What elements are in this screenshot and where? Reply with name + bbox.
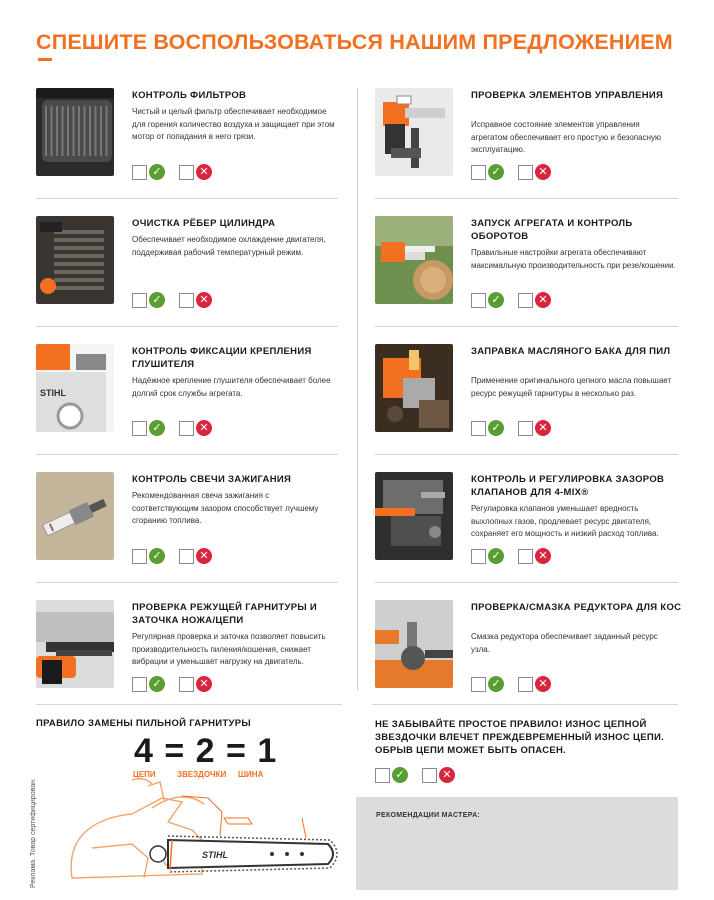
item-check-row	[132, 164, 212, 180]
item-title: ПРОВЕРКА РЕЖУЩЕЙ ГАРНИТУРЫ И ЗАТОЧКА НОЖА/ЦЕПИ	[132, 602, 318, 626]
title-underline	[38, 58, 52, 61]
item-divider	[375, 326, 678, 327]
rule-title: ПРАВИЛО ЗАМЕНЫ ПИЛЬНОЙ ГАРНИТУРЫ	[36, 718, 251, 729]
cross-icon: ✕	[196, 548, 212, 564]
item-check-row	[471, 420, 551, 436]
cross-icon: ✕	[196, 420, 212, 436]
master-recommendations-box[interactable]	[356, 797, 678, 890]
item-check-row	[132, 420, 212, 436]
item-check-row	[132, 292, 212, 308]
note-check-row	[375, 767, 455, 783]
not-done-checkbox[interactable]	[518, 421, 533, 436]
item-divider	[36, 454, 338, 455]
item-title: КОНТРОЛЬ ФИКСАЦИИ КРЕПЛЕНИЯ ГЛУШИТЕЛЯ	[132, 346, 312, 370]
item-description: Обеспечивает необходимое охлаждение двигателя, поддерживая рабочий температурный режим.	[132, 235, 326, 257]
chainsaw-log-image	[375, 216, 453, 304]
item-description: Регулярная проверка и заточка позволяет повысить производительность пиления/кошения, снижает вибрации и уменьшает нагрузку на двигатель.	[132, 632, 326, 666]
item-description: Чистый и целый фильтр обеспечивает необходимое для горения количество воздуха и защищает при этом мотор от попадания в него грязи.	[132, 107, 335, 141]
item-description: Регулировка клапанов уменьшает вредность выхлопных газов, продлевает ресурс двигателя, сохраняет его мощность и низкий расход топлива.	[471, 504, 659, 538]
oil-tank-image	[375, 344, 453, 432]
item-title: КОНТРОЛЬ СВЕЧИ ЗАЖИГАНИЯ	[132, 474, 292, 485]
item-check-row	[132, 676, 212, 692]
ad-disclaimer: Реклама. Товар сертифицирован.	[30, 778, 37, 888]
safety-note: НЕ ЗАБЫВАЙТЕ ПРОСТОЕ ПРАВИЛО! ИЗНОС ЦЕПНОЙ ЗВЕЗДОЧКИ ВЛЕЧЕТ ПРЕЖДЕВРЕМЕННЫЙ ИЗНОС ЦЕПИ. ОБРЫВ ЦЕПИ МОЖЕТ БЫТЬ ОПАСЕН.	[375, 719, 665, 756]
check-icon: ✓	[149, 676, 165, 692]
item-divider	[375, 198, 678, 199]
confirm-checkbox[interactable]	[375, 768, 390, 783]
check-icon: ✓	[149, 292, 165, 308]
master-recommendations-label: РЕКОМЕНДАЦИИ МАСТЕРА:	[376, 812, 481, 819]
cross-icon: ✕	[196, 164, 212, 180]
done-checkbox[interactable]	[132, 293, 147, 308]
cross-icon: ✕	[535, 548, 551, 564]
not-done-checkbox[interactable]	[518, 549, 533, 564]
muffler-image	[36, 344, 114, 432]
cross-icon: ✕	[439, 767, 455, 783]
item-description: Правильные настройки агрегата обеспечивают максимальную производительность при резе/кошении.	[471, 248, 676, 270]
cross-icon: ✕	[535, 164, 551, 180]
item-title: ПРОВЕРКА ЭЛЕМЕНТОВ УПРАВЛЕНИЯ	[471, 90, 664, 101]
column-divider	[357, 88, 358, 690]
item-description: Смазка редуктора обеспечивает заданный ресурс узла.	[471, 632, 658, 654]
item-title: ЗАПРАВКА МАСЛЯНОГО БАКА ДЛЯ ПИЛ	[471, 346, 671, 357]
item-check-row	[471, 164, 551, 180]
not-done-checkbox[interactable]	[518, 165, 533, 180]
item-title: ОЧИСТКА РЁБЕР ЦИЛИНДРА	[132, 218, 276, 229]
item-check-row	[471, 292, 551, 308]
item-divider	[375, 582, 678, 583]
not-done-checkbox[interactable]	[179, 549, 194, 564]
saw-brand: STIHL	[202, 850, 228, 860]
item-description: Рекомендованная свеча зажигания с соответствующим зазором способствует лучшему сгоранию топлива.	[132, 491, 319, 525]
item-title: ЗАПУСК АГРЕГАТА И КОНТРОЛЬ ОБОРОТОВ	[471, 218, 633, 242]
done-checkbox[interactable]	[132, 677, 147, 692]
cross-icon: ✕	[196, 292, 212, 308]
check-icon: ✓	[149, 420, 165, 436]
rule-label-chains: ЦЕПИ	[133, 770, 156, 779]
check-icon: ✓	[488, 676, 504, 692]
cylinder-fins-image	[36, 216, 114, 304]
done-checkbox[interactable]	[132, 549, 147, 564]
not-done-checkbox[interactable]	[179, 293, 194, 308]
rule-label-bar: ШИНА	[238, 770, 264, 779]
done-checkbox[interactable]	[471, 293, 486, 308]
done-checkbox[interactable]	[132, 165, 147, 180]
air-filter-image	[36, 88, 114, 176]
section-divider	[36, 704, 342, 705]
not-done-checkbox[interactable]	[518, 293, 533, 308]
not-done-checkbox[interactable]	[179, 165, 194, 180]
not-done-checkbox[interactable]	[518, 677, 533, 692]
item-description: Исправное состояние элементов управления агрегатом обеспечивает его простую и безопасную эксплуатацию.	[471, 120, 662, 154]
trimmer-handle-image	[375, 88, 453, 176]
reject-checkbox[interactable]	[422, 768, 437, 783]
not-done-checkbox[interactable]	[179, 677, 194, 692]
check-icon: ✓	[488, 548, 504, 564]
chain-sharpening-image	[36, 600, 114, 688]
item-description: Надёжное крепление глушителя обеспечивает более долгий срок службы агрегата.	[132, 376, 331, 398]
rule-equation: 4 = 2 = 1	[134, 732, 278, 770]
item-title: КОНТРОЛЬ И РЕГУЛИРОВКА ЗАЗОРОВ КЛАПАНОВ ДЛЯ 4-MIX®	[471, 474, 665, 498]
cross-icon: ✕	[535, 292, 551, 308]
item-title: КОНТРОЛЬ ФИЛЬТРОВ	[132, 90, 247, 101]
not-done-checkbox[interactable]	[179, 421, 194, 436]
check-icon: ✓	[392, 767, 408, 783]
cross-icon: ✕	[535, 676, 551, 692]
item-divider	[36, 326, 338, 327]
check-icon: ✓	[488, 292, 504, 308]
valves-image	[375, 472, 453, 560]
item-check-row	[471, 676, 551, 692]
rule-label-sprockets: ЗВЕЗДОЧКИ	[177, 770, 227, 779]
done-checkbox[interactable]	[471, 549, 486, 564]
item-check-row	[471, 548, 551, 564]
saw-bar	[168, 836, 337, 872]
done-checkbox[interactable]	[471, 421, 486, 436]
check-icon: ✓	[149, 164, 165, 180]
check-icon: ✓	[488, 420, 504, 436]
check-icon: ✓	[488, 164, 504, 180]
spark-plug-image	[36, 472, 114, 560]
done-checkbox[interactable]	[471, 165, 486, 180]
page-title: СПЕШИТЕ ВОСПОЛЬЗОВАТЬСЯ НАШИМ ПРЕДЛОЖЕНИЕМ	[36, 30, 673, 54]
svg-text:STIHL: STIHL	[40, 388, 66, 398]
item-title: ПРОВЕРКА/СМАЗКА РЕДУКТОРА ДЛЯ КОС	[471, 602, 682, 613]
item-divider	[36, 198, 338, 199]
item-divider	[36, 582, 338, 583]
item-description: Применение оригинального цепного масла повышает ресурс режущей гарнитуры в несколько раз.	[471, 376, 672, 398]
item-check-row	[132, 548, 212, 564]
check-icon: ✓	[149, 548, 165, 564]
section-divider	[372, 704, 678, 705]
cross-icon: ✕	[535, 420, 551, 436]
done-checkbox[interactable]	[132, 421, 147, 436]
chainsaw-illustration	[52, 778, 342, 890]
cross-icon: ✕	[196, 676, 212, 692]
done-checkbox[interactable]	[471, 677, 486, 692]
gearbox-image	[375, 600, 453, 688]
item-divider	[375, 454, 678, 455]
